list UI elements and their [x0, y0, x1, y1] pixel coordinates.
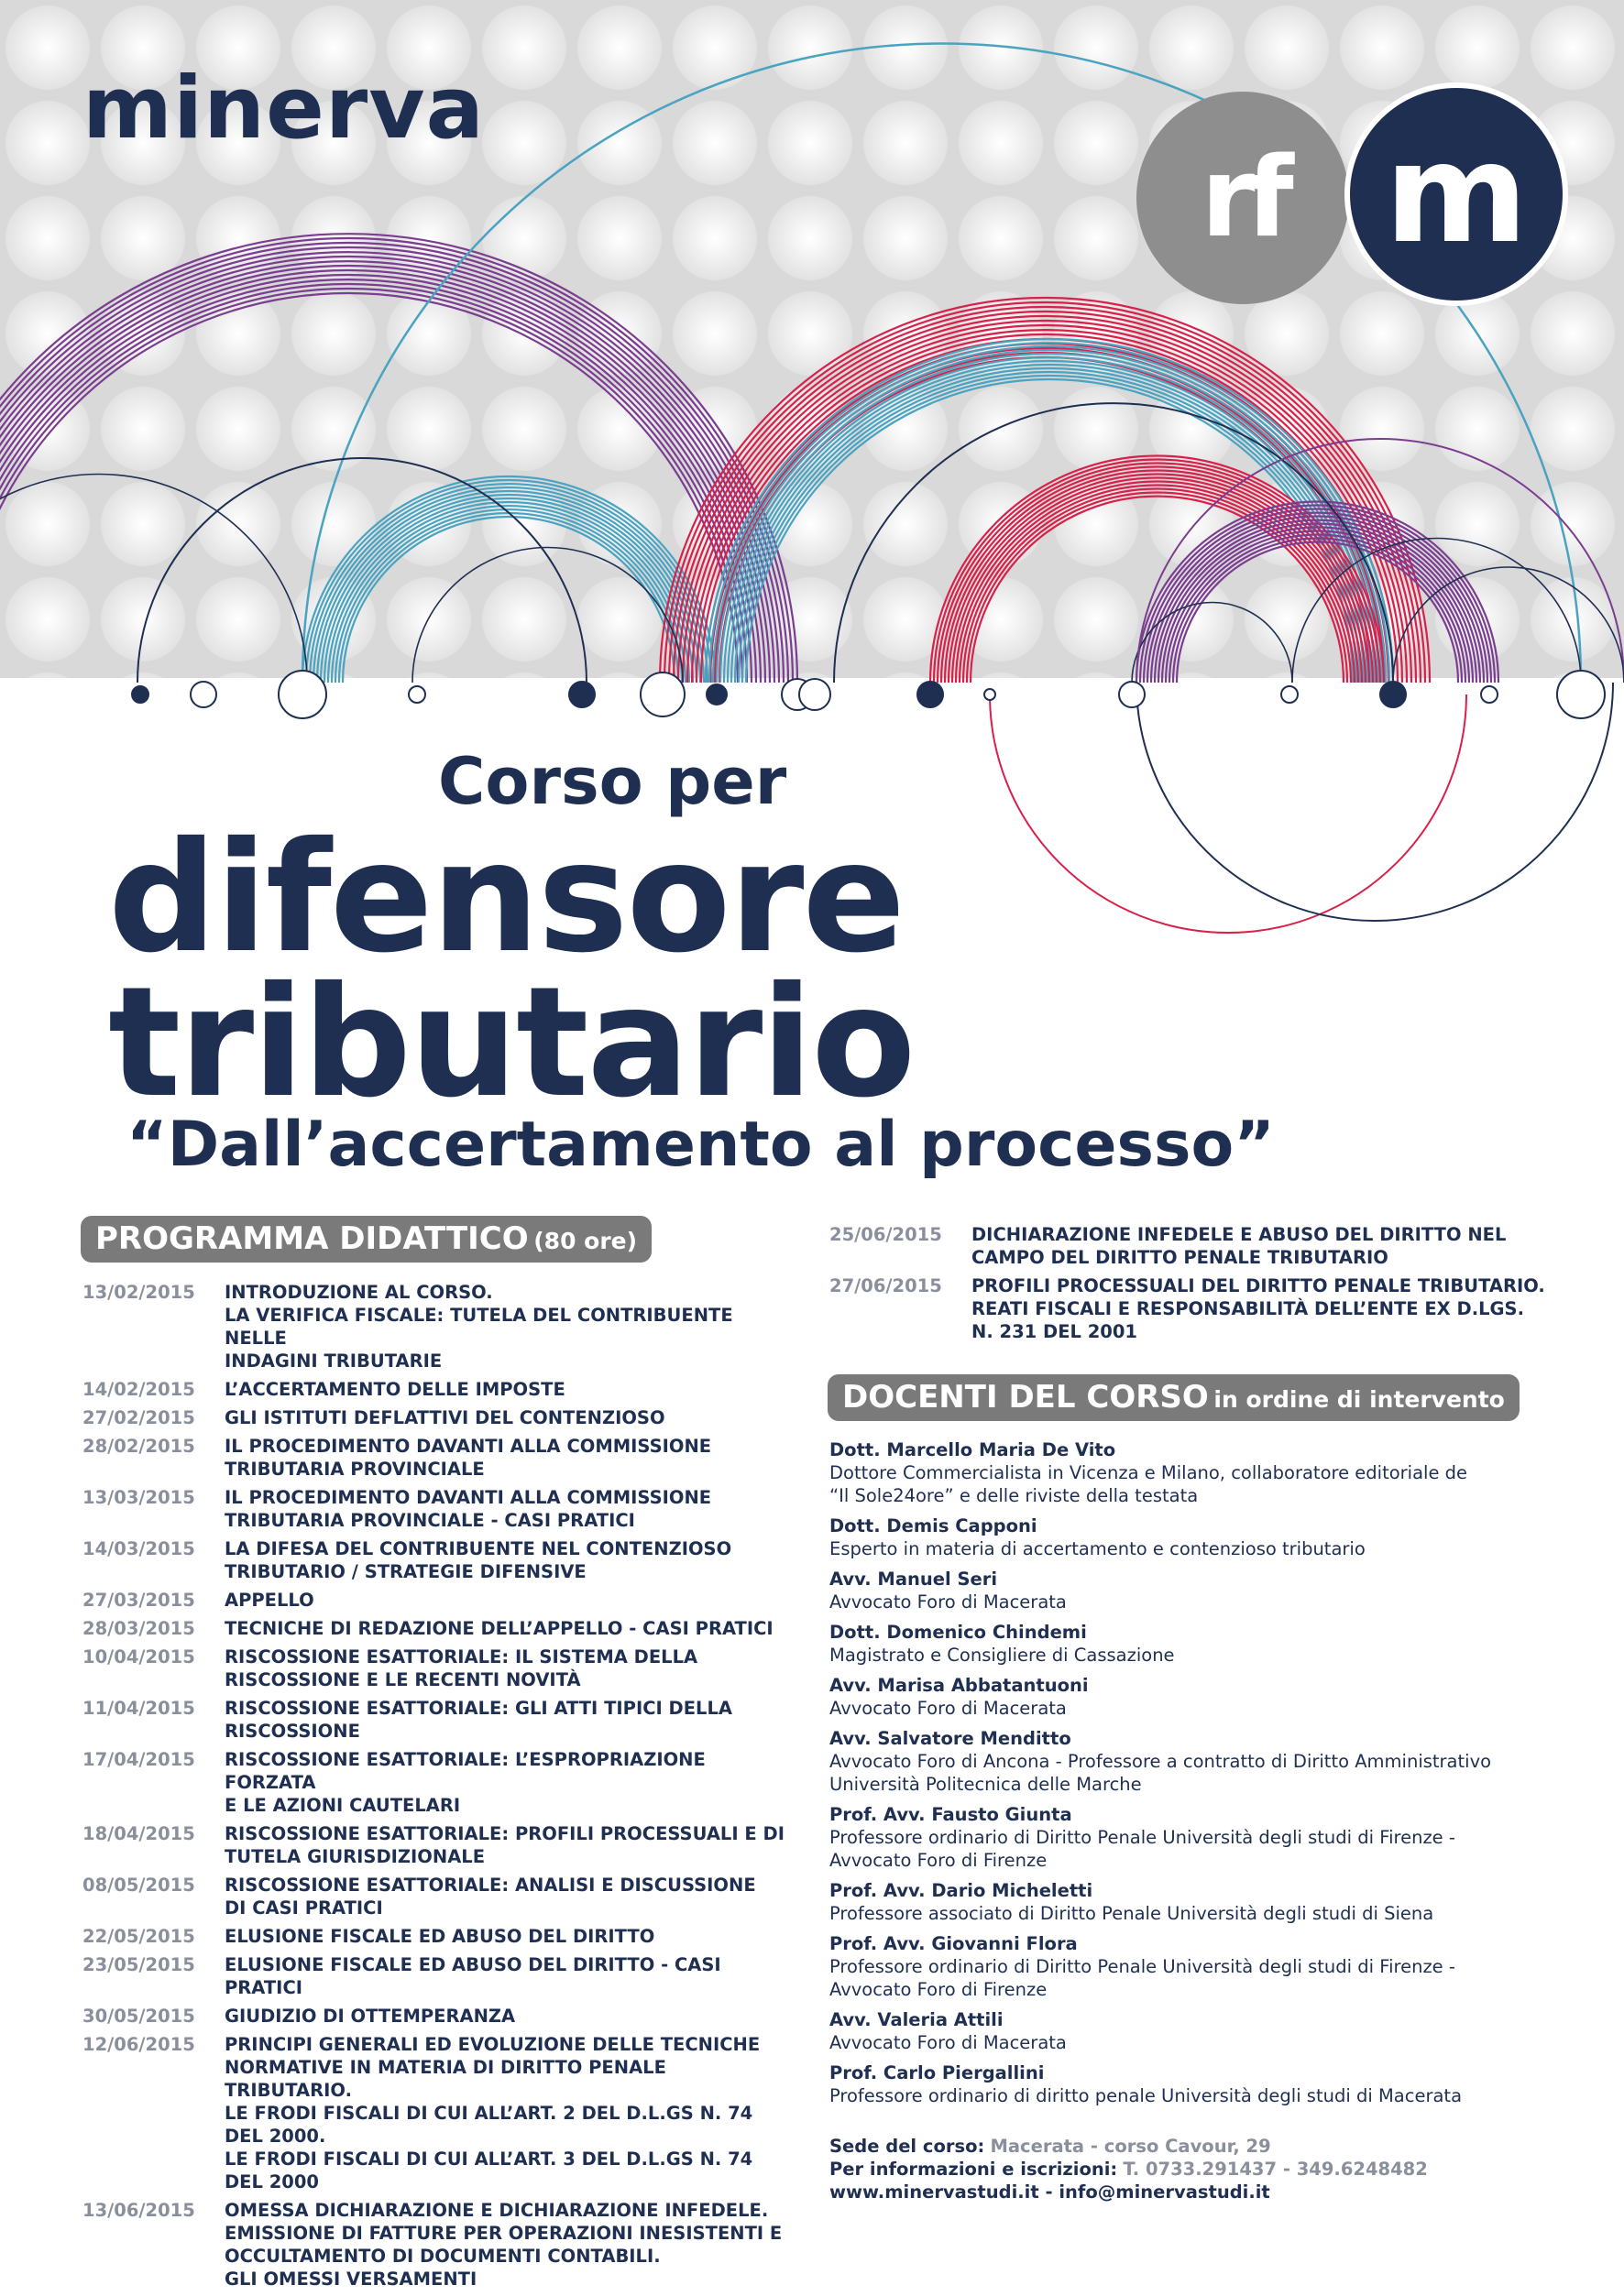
schedule-row: [82, 2005, 797, 2028]
schedule-row: [82, 2033, 797, 2193]
docenti-heading: [828, 1374, 1520, 1421]
teacher-name: Avv. Valeria Attili: [829, 2009, 1004, 2030]
teacher-role: Avvocato Foro di Macerata: [829, 1698, 1067, 1719]
node-dot: [191, 682, 216, 707]
teacher-entry: [829, 1803, 1563, 1872]
schedule-row: [829, 1274, 1563, 1343]
programma-heading-label: PROGRAMMA DIDATTICO: [95, 1220, 529, 1257]
teacher-entry: [829, 1514, 1563, 1560]
arc: [990, 694, 1466, 933]
teacher-entry: [829, 2008, 1563, 2054]
lesson-topic: IL PROCEDIMENTO DAVANTI ALLA COMMISSIONE TRIBUTARIA PROVINCIALE - CASI PRATICI: [225, 1487, 712, 1531]
node-dot: [1119, 682, 1145, 707]
lesson-topic: IL PROCEDIMENTO DAVANTI ALLA COMMISSIONE TRIBUTARIA PROVINCIALE: [225, 1436, 712, 1480]
teacher-role: Professore ordinario di Diritto Penale Università degli studi di Firenze - Avvocato Foro di Firenze: [829, 1827, 1455, 1871]
lesson-topic: GIUDIZIO DI OTTEMPERANZA: [225, 2006, 516, 2027]
lesson-date: 10/04/2015: [82, 1646, 195, 1667]
schedule-row: [82, 1822, 797, 1868]
contact-separator: -: [1038, 2181, 1059, 2203]
schedule-row: [82, 1645, 797, 1691]
teacher-name: Prof. Avv. Fausto Giunta: [829, 1804, 1072, 1825]
schedule-row: [82, 1925, 797, 1948]
node-dot: [1481, 686, 1498, 703]
lesson-topic: RISCOSSIONE ESATTORIALE: PROFILI PROCESSUALI E DI TUTELA GIURISDIZIONALE: [225, 1823, 785, 1867]
lesson-topic: ELUSIONE FISCALE ED ABUSO DEL DIRITTO: [225, 1926, 655, 1947]
teacher-entry: [829, 1438, 1563, 1507]
schedule-row: [82, 1435, 797, 1481]
node-dot: [641, 672, 685, 716]
footer-info: [829, 2135, 1563, 2203]
lesson-topic: APPELLO: [225, 1590, 314, 1611]
lesson-topic: INTRODUZIONE AL CORSO. LA VERIFICA FISCALE: TUTELA DEL CONTRIBUENTE NELLE INDAGINI TRIBUTARIE: [225, 1282, 733, 1372]
teacher-entry: [829, 2061, 1563, 2107]
teacher-role: Avvocato Foro di Ancona - Professore a contratto di Diritto Amministrativo Università Politecnica delle Marche: [829, 1751, 1492, 1795]
teacher-role: Professore ordinario di Diritto Penale Università degli studi di Firenze - Avvocato Foro di Firenze: [829, 1956, 1455, 2000]
title-line-2: tributario: [108, 955, 915, 1132]
docenti-subheading: in ordine di intervento: [1213, 1386, 1505, 1413]
teacher-name: Dott. Demis Capponi: [829, 1515, 1037, 1536]
lesson-topic: GLI ISTITUTI DEFLATTIVI DEL CONTENZIOSO: [225, 1407, 665, 1428]
schedule-row: [82, 1589, 797, 1612]
lesson-date: 17/04/2015: [82, 1749, 195, 1770]
teacher-role: Professore associato di Diritto Penale Università degli studi di Siena: [829, 1903, 1434, 1924]
lesson-topic: PROFILI PROCESSUALI DEL DIRITTO PENALE TRIBUTARIO. REATI FISCALI E RESPONSABILITÀ DELL’ENTE EX D.LGS. N. 231 DEL 2001: [971, 1275, 1545, 1342]
node-dot: [799, 679, 830, 710]
node-dot: [1380, 682, 1406, 707]
teacher-list: [829, 1438, 1563, 2115]
lesson-topic: OMESSA DICHIARAZIONE E DICHIARAZIONE INFEDELE. EMISSIONE DI FATTURE PER OPERAZIONI INESISTENTI E OCCULTAMENTO DI DOCUMENTI CONTABILI. GLI OMESSI VERSAMENTI: [225, 2200, 783, 2290]
lesson-date: 11/04/2015: [82, 1698, 195, 1719]
sede-label: Sede del corso:: [829, 2136, 985, 2157]
schedule-row: [82, 1406, 797, 1429]
teacher-entry: [829, 1674, 1563, 1720]
title-subtitle: “Dall’accertamento al processo”: [126, 1109, 1275, 1181]
schedule-row: [82, 1281, 797, 1372]
lesson-topic: RISCOSSIONE ESATTORIALE: GLI ATTI TIPICI DELLA RISCOSSIONE: [225, 1698, 732, 1742]
lesson-topic: RISCOSSIONE ESATTORIALE: ANALISI E DISCUSSIONE DI CASI PRATICI: [225, 1875, 756, 1919]
email-link[interactable]: info@minervastudi.it: [1059, 2181, 1270, 2203]
teacher-role: Esperto in materia di accertamento e contenzioso tributario: [829, 1538, 1366, 1559]
lesson-date: 14/02/2015: [82, 1379, 195, 1400]
schedule-row: [82, 1378, 797, 1401]
teacher-role: Avvocato Foro di Macerata: [829, 1591, 1067, 1613]
lesson-date: 27/03/2015: [82, 1590, 195, 1611]
node-dot: [984, 689, 995, 700]
schedule-row: [82, 2199, 797, 2291]
sede-line: [829, 2135, 1563, 2158]
teacher-name: Prof. Avv. Giovanni Flora: [829, 1933, 1078, 1954]
schedule-row: [82, 1617, 797, 1640]
sede-value: Macerata - corso Cavour, 29: [990, 2136, 1271, 2157]
lesson-date: 13/03/2015: [82, 1487, 195, 1508]
lesson-date: 13/06/2015: [82, 2200, 195, 2221]
schedule-right: [829, 1223, 1563, 1349]
teacher-role: Magistrato e Consigliere di Cassazione: [829, 1645, 1175, 1666]
info-phone: T. 0733.291437 - 349.6248482: [1123, 2159, 1428, 2180]
lesson-date: 30/05/2015: [82, 2006, 195, 2027]
lesson-topic: ELUSIONE FISCALE ED ABUSO DEL DIRITTO - CASI PRATICI: [225, 1954, 721, 1998]
arc: [1136, 683, 1613, 921]
title-line-1: difensore: [108, 810, 905, 987]
lesson-date: 12/06/2015: [82, 2034, 195, 2055]
programma-hours: (80 ore): [533, 1228, 638, 1254]
schedule-row: [829, 1223, 1563, 1269]
lesson-date: 18/04/2015: [82, 1823, 195, 1844]
rf-logo: rf: [1136, 92, 1349, 304]
schedule-row: [82, 1748, 797, 1817]
node-dot: [1281, 686, 1298, 703]
teacher-name: Avv. Manuel Seri: [829, 1569, 998, 1590]
node-dot: [917, 682, 943, 707]
brand-logo: minerva: [82, 59, 485, 159]
lesson-date: 28/03/2015: [82, 1618, 195, 1639]
lesson-topic: TECNICHE DI REDAZIONE DELL’APPELLO - CASI PRATICI: [225, 1618, 774, 1639]
schedule-left: [82, 1281, 797, 2296]
title-small: Corso per: [438, 744, 787, 819]
lesson-topic: LA DIFESA DEL CONTRIBUENTE NEL CONTENZIOSO TRIBUTARIO / STRATEGIE DIFENSIVE: [225, 1538, 732, 1582]
node-dot: [409, 686, 425, 703]
teacher-entry: [829, 1932, 1563, 2001]
teacher-name: Dott. Marcello Maria De Vito: [829, 1439, 1116, 1460]
lesson-date: 25/06/2015: [829, 1224, 942, 1245]
teacher-name: Avv. Marisa Abbatantuoni: [829, 1675, 1089, 1696]
lesson-topic: L’ACCERTAMENTO DELLE IMPOSTE: [225, 1379, 565, 1400]
lesson-date: 08/05/2015: [82, 1875, 195, 1896]
schedule-row: [82, 1486, 797, 1532]
info-line: [829, 2158, 1563, 2181]
teacher-name: Dott. Domenico Chindemi: [829, 1622, 1087, 1643]
node-dot: [1557, 671, 1605, 718]
node-dot: [132, 686, 148, 703]
teacher-role: Avvocato Foro di Macerata: [829, 2032, 1067, 2053]
teacher-name: Avv. Salvatore Menditto: [829, 1728, 1071, 1749]
teacher-name: Prof. Carlo Piergallini: [829, 2062, 1045, 2083]
teacher-name: Prof. Avv. Dario Micheletti: [829, 1880, 1093, 1901]
lesson-topic: DICHIARAZIONE INFEDELE E ABUSO DEL DIRITTO NEL CAMPO DEL DIRITTO PENALE TRIBUTARIO: [971, 1224, 1507, 1268]
lesson-date: 13/02/2015: [82, 1282, 195, 1303]
schedule-row: [82, 1953, 797, 1999]
node-dot: [279, 671, 326, 718]
teacher-entry: [829, 1568, 1563, 1613]
lesson-date: 22/05/2015: [82, 1926, 195, 1947]
m-logo: m: [1344, 82, 1568, 306]
info-label: Per informazioni e iscrizioni:: [829, 2159, 1118, 2180]
lesson-date: 28/02/2015: [82, 1436, 195, 1457]
teacher-role: Dottore Commercialista in Vicenza e Milano, collaboratore editoriale de “Il Sole24ore” e delle riviste della testata: [829, 1462, 1468, 1506]
contact-line: [829, 2181, 1563, 2203]
lesson-topic: RISCOSSIONE ESATTORIALE: IL SISTEMA DELLA RISCOSSIONE E LE RECENTI NOVITÀ: [225, 1646, 698, 1690]
lesson-date: 27/06/2015: [829, 1275, 942, 1296]
lesson-date: 23/05/2015: [82, 1954, 195, 1975]
teacher-entry: [829, 1879, 1563, 1925]
lesson-topic: RISCOSSIONE ESATTORIALE: L’ESPROPRIAZIONE FORZATA E LE AZIONI CAUTELARI: [225, 1749, 706, 1816]
node-dot: [569, 682, 595, 707]
teacher-role: Professore ordinario di diritto penale Università degli studi di Macerata: [829, 2085, 1463, 2106]
schedule-row: [82, 1874, 797, 1919]
schedule-row: [82, 1537, 797, 1583]
website-link[interactable]: www.minervastudi.it: [829, 2181, 1039, 2203]
lesson-topic: PRINCIPI GENERALI ED EVOLUZIONE DELLE TECNICHE NORMATIVE IN MATERIA DI DIRITTO PENALE TRIBUTARIO. LE FRODI FISCALI DI CUI ALL’ART. 2 DEL D.L.GS N. 74 DEL 2000. LE FRODI FISCALI DI CUI ALL’ART. 3 DEL D.L.GS N. 74 DEL 2000: [225, 2034, 761, 2192]
lesson-date: 27/02/2015: [82, 1407, 195, 1428]
docenti-heading-label: DOCENTI DEL CORSO: [842, 1379, 1209, 1416]
schedule-row: [82, 1697, 797, 1743]
teacher-entry: [829, 1621, 1563, 1667]
node-dot: [707, 684, 727, 705]
teacher-entry: [829, 1727, 1563, 1796]
lesson-date: 14/03/2015: [82, 1538, 195, 1559]
programma-heading: [81, 1216, 652, 1263]
